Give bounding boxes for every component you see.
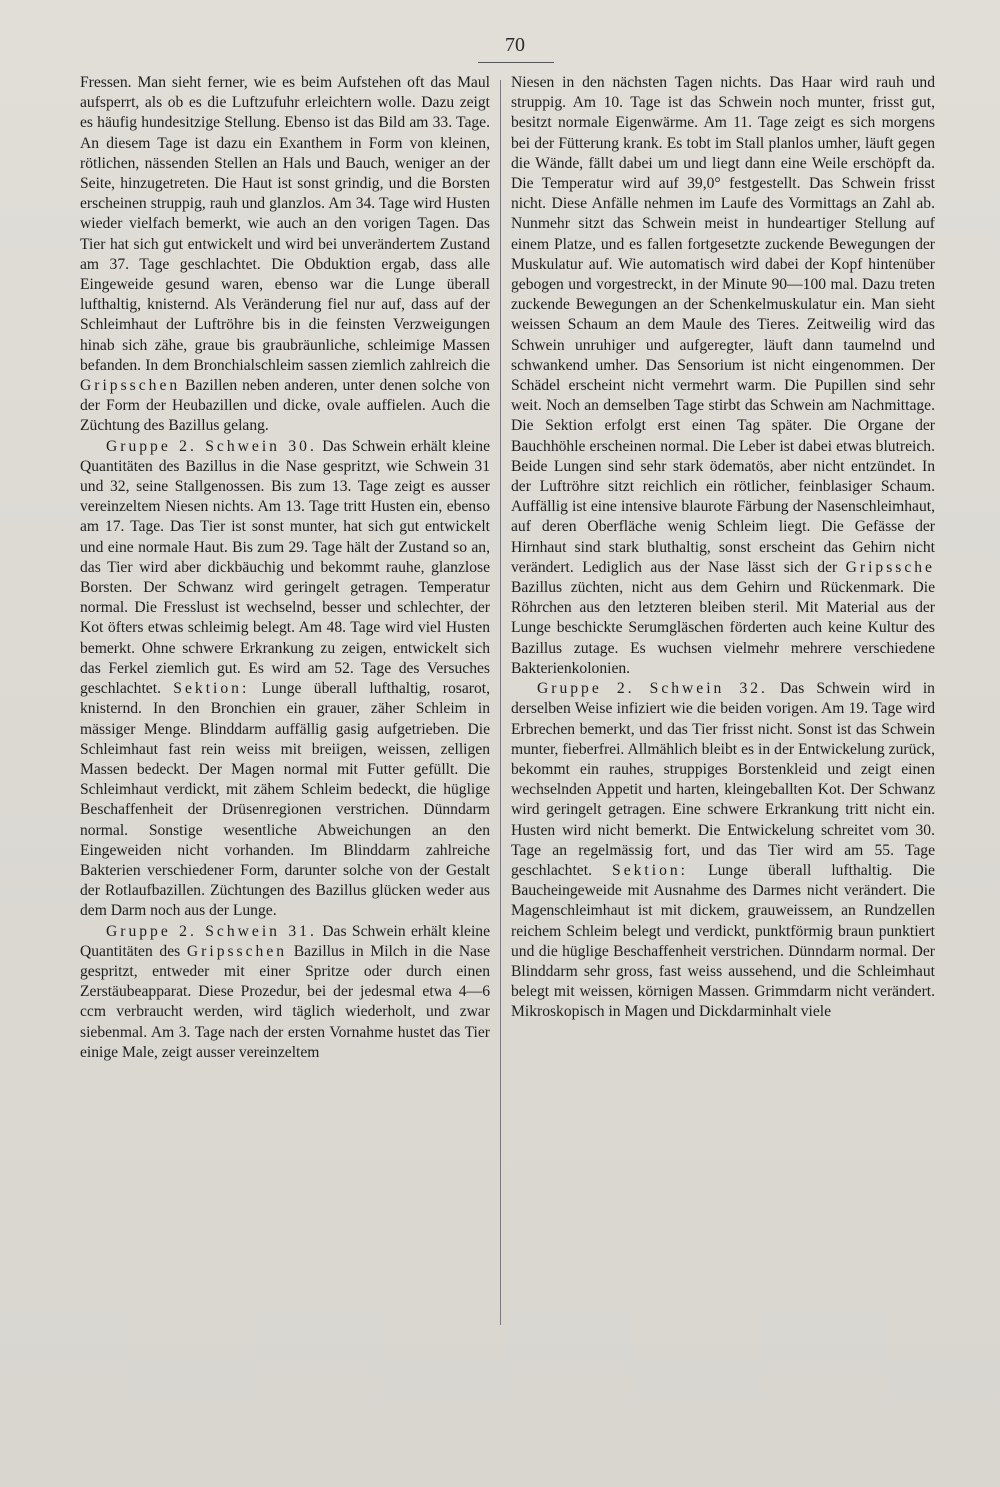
paragraph-text: Niesen in den nächsten Tagen nichts. Das Haar wird rauh und struppig. Am 10. Tage ist das Schwein noch munter, frisst gut, besitzt normale Eigenwärme. Am 11. Tage zeigt es sich morgens bei der Fütterung krank. Es tobt im Stall planlos umher, läuft gegen die Wände, fällt dabei um und liegt dann eine Weile erschöpft da. Die Temperatur wird auf 39,0° festgestellt. Das Schwein frisst nicht. Diese Anfälle nehmen im Laufe des Vormittags an Zahl ab. Nunmehr sitzt das Schwein meist in hundeartiger Stellung auf einem Platze, und es fallen fortgesetzte zuckende Bewegungen der Muskulatur auf. Wie automatisch wird dabei der Kopf hintenüber gebogen und vorgestreckt, in der Minute 90—100 mal. Dazu treten zuckende Bewegungen an der Schenkelmuskulatur ein. Man sieht weissen Schaum an dem Maule des Tieres. Zeitweilig wird das Schwein unruhiger und aufgeregter, läuft dann taumelnd und schwankend umher. Das Sensorium ist nicht eingenommen. Der Schädel erscheint nicht vermehrt warm. Die Pupillen sind sehr weit. Noch an demselben Tage stirbt das Schwein am Nachmittage. Die Sektion erfolgt erst einen Tag später. Die Organe der Bauchhöhle erscheinen normal. Die Leber ist dabei etwas blutreich. Beide Lungen sind sehr stark ödematös, aber nicht entzündet. In der Luftröhre sitzt reichlich ein rötlicher, feinblasiger Schaum. Auffällig ist eine intensive blaurote Färbung der Nasenschleimhaut, auf deren Oberfläche wenig Schleim liegt. Die Gefässe der Hirnhaut sind stark bluthaltig, sonst erscheint das Gehirn nicht verändert. Lediglich aus der Nase lässt sich der (511, 74, 935, 576)
sektion-label: Sektion: (612, 861, 689, 879)
paragraph-text: Bazillus in Milch in die Nase gespritzt, entweder mit einer Spritze oder durch einen Zerstäubeapparat. Diese Prozedur, bei der jedesmal etwa 4—6 ccm verbraucht werden, wird täglich wiederholt, und zwar siebenmal. Am 3. Tage nach der ersten Vornahme hustet das Tier einige Male, zeigt ausser vereinzeltem (80, 942, 490, 1061)
paragraph-text: Das Schwein wird in derselben Weise infiziert wie die beiden vorigen. Am 19. Tage wird Erbrechen bemerkt, und das Tier frisst nicht. Sonst ist das Schwein munter, fieberfrei. Allmählich bleibt es in der Entwickelung zurück, bekommt ein rauhes, struppiges Borstenkleid und zeigt einen wechselnden Appetit und harten, kleingeballten Kot. Der Schwanz wird geringelt getragen. Eine schwere Erkrankung tritt nicht ein. Husten wird nicht bemerkt. Die Entwickelung schreitet vom 30. Tage an regelmässig fort, und das Tier wird am 55. Tage geschlachtet. (511, 680, 935, 879)
paragraph-text: Das Schwein erhält kleine Quantitäten des (80, 922, 491, 960)
paragraph-text: Bazillen neben anderen, unter denen solche von der Form der Heubazillen und dicke, ovale auffielen. Auch die Züchtung des Bazillus gelang. (80, 377, 490, 435)
paragraph (511, 679, 935, 1022)
left-column (80, 73, 490, 1063)
spaced-name: Gripsschen (186, 942, 288, 960)
paragraph-text: Das Schwein erhält kleine Quantitäten des Bazillus in die Nase gespritzt, wie Schwein 31 und 32, seine Stallgenossen. Bis zum 13. Tage zeigt es ausser vereinzeltem Niesen nichts. Am 13. Tage tritt Husten ein, ebenso am 17. Tage. Das Tier ist sonst munter, hat sich gut entwickelt und eine normale Haut. Bis zum 29. Tage hält der Zustand so an, das Tier wird aber dickbäuchig und bekommt rauhe, glanzlose Borsten. Der Schwanz wird geringelt getragen. Temperatur normal. Die Fresslust ist wechselnd, besser und schlechter, der Kot öfters etwas schleimig belegt. Am 48. Tage wird viel Husten bemerkt. Ohne schwere Erkrankung zu zeigen, entwickelt sich das Ferkel ziemlich gut. Es wird am 52. Tage des Versuches geschlachtet. (80, 437, 491, 698)
sektion-label: Sektion: (173, 680, 250, 698)
column-divider (500, 80, 501, 1325)
section-heading: Gruppe 2. Schwein 31. (106, 922, 317, 940)
paragraph (80, 437, 490, 922)
paragraph-text: Bazillus züchten, nicht aus dem Gehirn und Rückenmark. Die Röhrchen aus den letzteren bleiben steril. Mit Material aus der Lunge beschickte Serumgläschen förderten auch keine Kultur des Bazillus zutage. Es wuchsen vielmehr mehrere verschiedene Bakterienkolonien. (511, 579, 935, 677)
section-heading: Gruppe 2. Schwein 30. (106, 437, 317, 455)
right-column (511, 73, 935, 1023)
spaced-name: Gripssche (845, 558, 935, 576)
section-heading: Gruppe 2. Schwein 32. (537, 680, 768, 698)
paragraph-text: Lunge überall lufthaltig, rosarot, knisternd. In den Bronchien ein grauer, zäher Schleim in mässiger Menge. Blinddarm auffällig gasig aufgetrieben. Die Schleimhaut fast rein weiss mit breiigen, weissen, zelligen Massen bedeckt. Der Magen normal mit Futter gefüllt. Die Schleimhaut verdickt, mit zähem Schleim bedeckt, die hüglige Beschaffenheit der Drüsenregionen verstrichen. Dünndarm normal. Sonstige wesentliche Abweichungen an den Eingeweiden nicht vorhanden. Im Blinddarm zahlreiche Bakterien verschiedener Form, darunter solche von der Gestalt der Rotlaufbazillen. Züchtungen des Bazillus glücken weder aus dem Darm noch aus der Lunge. (80, 680, 490, 920)
paragraph-text: Lunge überall lufthaltig. Die Baucheingeweide mit Ausnahme des Darmes nicht verändert. Die Magenschleimhaut ist mit dickem, grauweissem, an Rundzellen reichem Schleim belegt und verdickt, punktförmig braun punktiert und die hüglige Beschaffenheit verstrichen. Dünndarm normal. Der Blinddarm sehr gross, fast weiss aussehend, und die Schleimhaut belegt mit weissen, körnigen Massen. Grimmdarm nicht verändert. Mikroskopisch in Magen und Dickdarminhalt viele (511, 861, 935, 1021)
spaced-name: Gripsschen (80, 377, 181, 395)
paragraph (80, 922, 490, 1063)
page-number-rule (478, 62, 554, 63)
paragraph (511, 73, 935, 679)
page-number: 70 (505, 34, 525, 56)
paragraph (80, 73, 490, 437)
paragraph-text: Fressen. Man sieht ferner, wie es beim Aufstehen oft das Maul aufsperrt, als ob es die Luftzufuhr erleichtern wolle. Dazu zeigt es häufig hundesitzige Stellung. Ebenso ist das Bild am 33. Tage. An diesem Tage ist dazu ein Exanthem in Form von kleinen, rötlichen, nässenden Stellen an Hals und Bauch, weniger an der Seite, hinzugetreten. Die Haut ist sonst grindig, und die Borsten erscheinen struppig, rauh und glanzlos. Am 34. Tage wird Husten wieder vielfach bemerkt, wie auch an den vorigen Tagen. Das Tier hat sich gut entwickelt und wird bei unverändertem Zustand am 37. Tage geschlachtet. Die Obduktion ergab, dass alle Eingeweide gesund waren, ebenso war die Lunge überall lufthaltig, knisternd. Als Veränderung fiel nur auf, dass auf der Schleimhaut der Luftröhre bis in die feinsten Verzweigungen hinab sich zähe, graue bis graubräunliche, schleimige Massen befanden. In dem Bronchialschleim sassen ziemlich zahlreich die (80, 74, 490, 374)
